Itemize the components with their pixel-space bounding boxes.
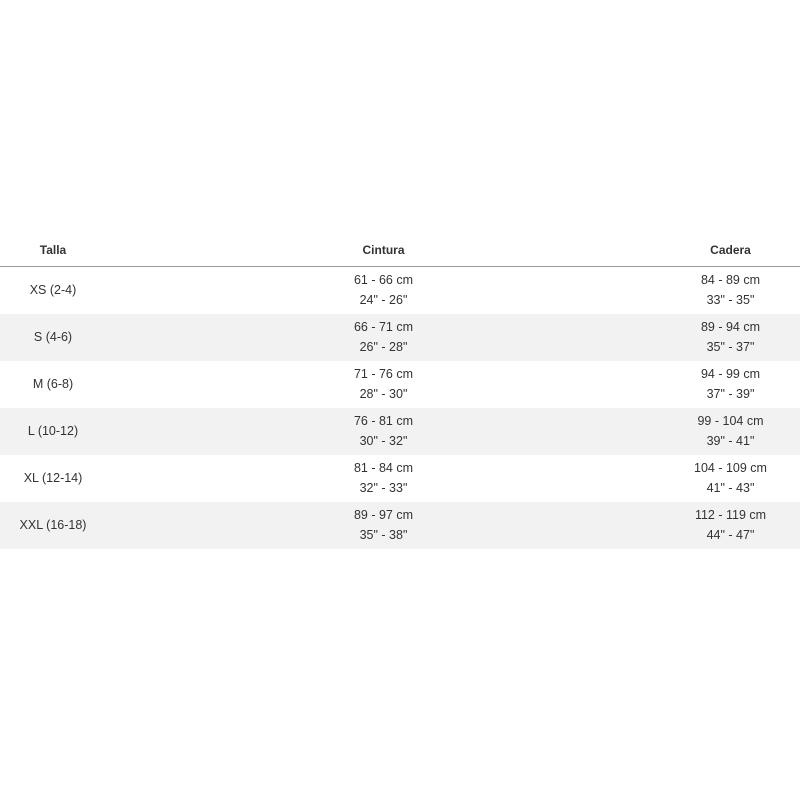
waist-cell xyxy=(106,459,661,498)
size-label: XL (12-14) xyxy=(23,470,83,485)
waist-cell xyxy=(106,271,661,310)
waist-inches: 24" - 26" xyxy=(359,292,408,307)
waist-inches: 30" - 32" xyxy=(359,433,408,448)
waist-cell xyxy=(106,412,661,451)
header-cintura: Cintura xyxy=(362,243,405,258)
waist-inches: 26" - 28" xyxy=(359,339,408,354)
table-row xyxy=(0,455,800,502)
waist-cm: 81 - 84 cm xyxy=(353,461,414,475)
hip-cm: 84 - 89 cm xyxy=(700,273,761,287)
size-label: M (6-8) xyxy=(32,376,74,391)
hip-inches: 44" - 47" xyxy=(706,527,755,542)
hip-cm: 99 - 104 cm xyxy=(697,414,764,428)
hip-cell xyxy=(661,412,800,451)
table-row xyxy=(0,267,800,314)
size-label: XXL (16-18) xyxy=(19,517,87,532)
hip-cm: 94 - 99 cm xyxy=(700,367,761,381)
hip-inches: 37" - 39" xyxy=(706,386,755,401)
header-talla: Talla xyxy=(39,243,67,258)
waist-cell xyxy=(106,365,661,404)
hip-inches: 39" - 41" xyxy=(706,433,755,448)
size-label: L (10-12) xyxy=(27,423,79,438)
waist-cm: 76 - 81 cm xyxy=(353,414,414,428)
waist-inches: 35" - 38" xyxy=(359,527,408,542)
hip-cell xyxy=(661,318,800,357)
header-cadera: Cadera xyxy=(710,243,751,258)
waist-cm: 89 - 97 cm xyxy=(353,508,414,522)
waist-cell xyxy=(106,506,661,545)
hip-cell xyxy=(661,365,800,404)
table-row xyxy=(0,408,800,455)
hip-cell xyxy=(661,506,800,545)
hip-inches: 41" - 43" xyxy=(706,480,755,495)
waist-cm: 71 - 76 cm xyxy=(353,367,414,381)
size-chart-table xyxy=(0,236,800,549)
waist-cm: 66 - 71 cm xyxy=(353,320,414,334)
waist-inches: 32" - 33" xyxy=(359,480,408,495)
table-row xyxy=(0,502,800,549)
hip-cell xyxy=(661,459,800,498)
size-label: XS (2-4) xyxy=(29,282,77,297)
table-row xyxy=(0,314,800,361)
size-label: S (4-6) xyxy=(33,329,73,344)
hip-cell xyxy=(661,271,800,310)
hip-cm: 112 - 119 cm xyxy=(694,508,767,522)
hip-inches: 33" - 35" xyxy=(706,292,755,307)
table-header-row xyxy=(0,236,800,267)
hip-cm: 89 - 94 cm xyxy=(700,320,761,334)
table-row xyxy=(0,361,800,408)
hip-cm: 104 - 109 cm xyxy=(694,461,767,475)
waist-cm: 61 - 66 cm xyxy=(353,273,414,287)
waist-cell xyxy=(106,318,661,357)
waist-inches: 28" - 30" xyxy=(359,386,408,401)
hip-inches: 35" - 37" xyxy=(706,339,755,354)
